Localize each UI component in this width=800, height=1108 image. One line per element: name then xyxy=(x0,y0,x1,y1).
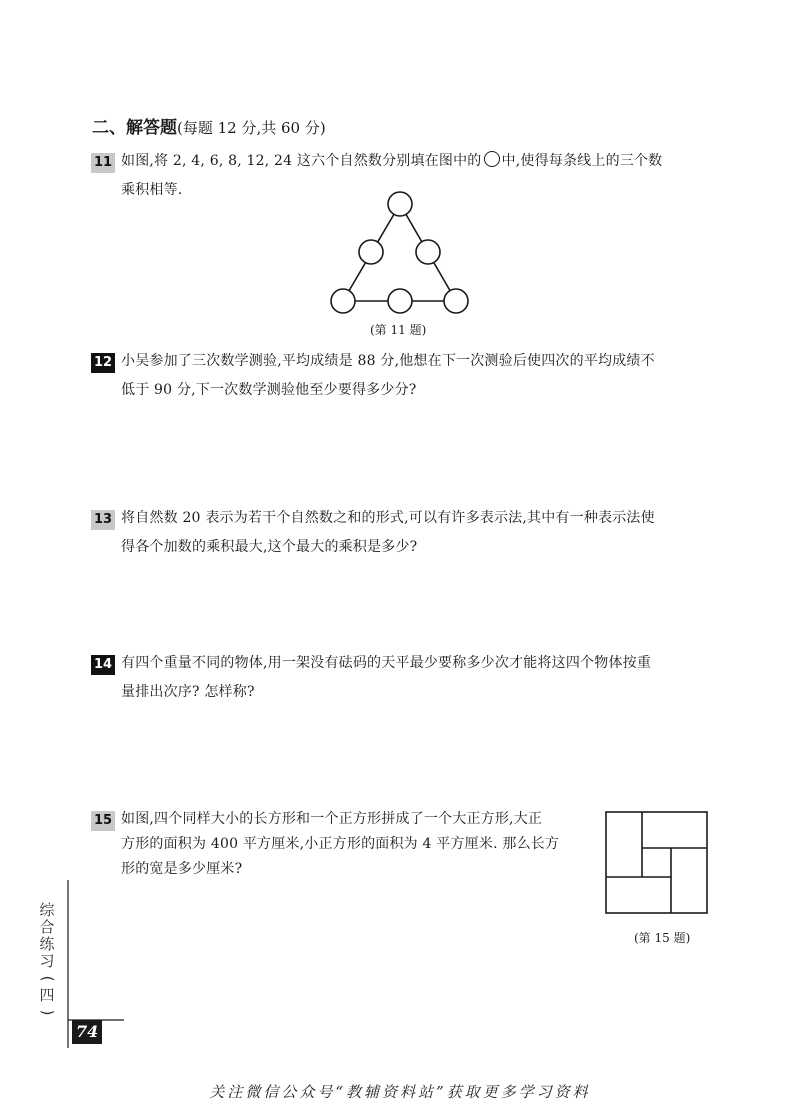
side-tab-char: 习 xyxy=(39,952,55,970)
question-number: 14 xyxy=(91,655,115,675)
footer-note: 关注微信公众号“教辅资料站”获取更多学习资料 xyxy=(209,1083,591,1101)
section-score-note: (每题 12 分,共 60 分) xyxy=(177,119,326,137)
question-11-line-2: 乘积相等. xyxy=(121,182,183,198)
question-13-line-1: 将自然数 20 表示为若干个自然数之和的形式,可以有许多表示法,其中有一种表示法使 xyxy=(121,510,655,526)
side-tab-char: ( xyxy=(38,975,57,982)
side-tab-char: 四 xyxy=(39,986,55,1004)
figure-11-caption: (第 11 题) xyxy=(370,323,427,337)
side-tab-char: 综 xyxy=(39,901,55,919)
question-number: 13 xyxy=(91,510,115,530)
question-text: 如图,将 2, 4, 6, 8, 12, 24 这六个自然数分别填在图中的 xyxy=(121,153,482,169)
figure-15-caption: (第 15 题) xyxy=(634,931,691,945)
question-12-line-1: 小吴参加了三次数学测验,平均成绩是 88 分,他想在下一次测验后使四次的平均成绩不 xyxy=(121,353,655,369)
page-number: 74 xyxy=(72,1020,102,1044)
question-13-line-2: 得各个加数的乘积最大,这个最大的乘积是多少? xyxy=(121,539,418,555)
question-15-line-1: 如图,四个同样大小的长方形和一个正方形拼成了一个大正方形,大正 xyxy=(121,811,543,827)
question-15-line-2: 方形的面积为 400 平方厘米,小正方形的面积为 4 平方厘米. 那么长方 xyxy=(121,836,560,852)
question-12-line-2: 低于 90 分,下一次数学测验他至少要得多少分? xyxy=(121,382,417,398)
side-tab-char: ) xyxy=(38,1009,57,1016)
question-15-line-3: 形的宽是多少厘米? xyxy=(121,861,243,877)
question-14-line-2: 量排出次序? 怎样称? xyxy=(121,684,255,700)
side-tab-char: 合 xyxy=(39,918,55,936)
side-tab-char: 练 xyxy=(39,935,55,953)
section-title-text: 二、解答题 xyxy=(92,118,177,138)
question-number: 11 xyxy=(91,153,115,173)
side-tab-label xyxy=(38,902,56,1021)
question-text: 中,使得每条线上的三个数 xyxy=(501,153,663,169)
question-number: 15 xyxy=(91,811,115,831)
question-14-line-1: 有四个重量不同的物体,用一架没有砝码的天平最少要称多少次才能将这四个物体按重 xyxy=(121,655,652,671)
question-number: 12 xyxy=(91,353,115,373)
